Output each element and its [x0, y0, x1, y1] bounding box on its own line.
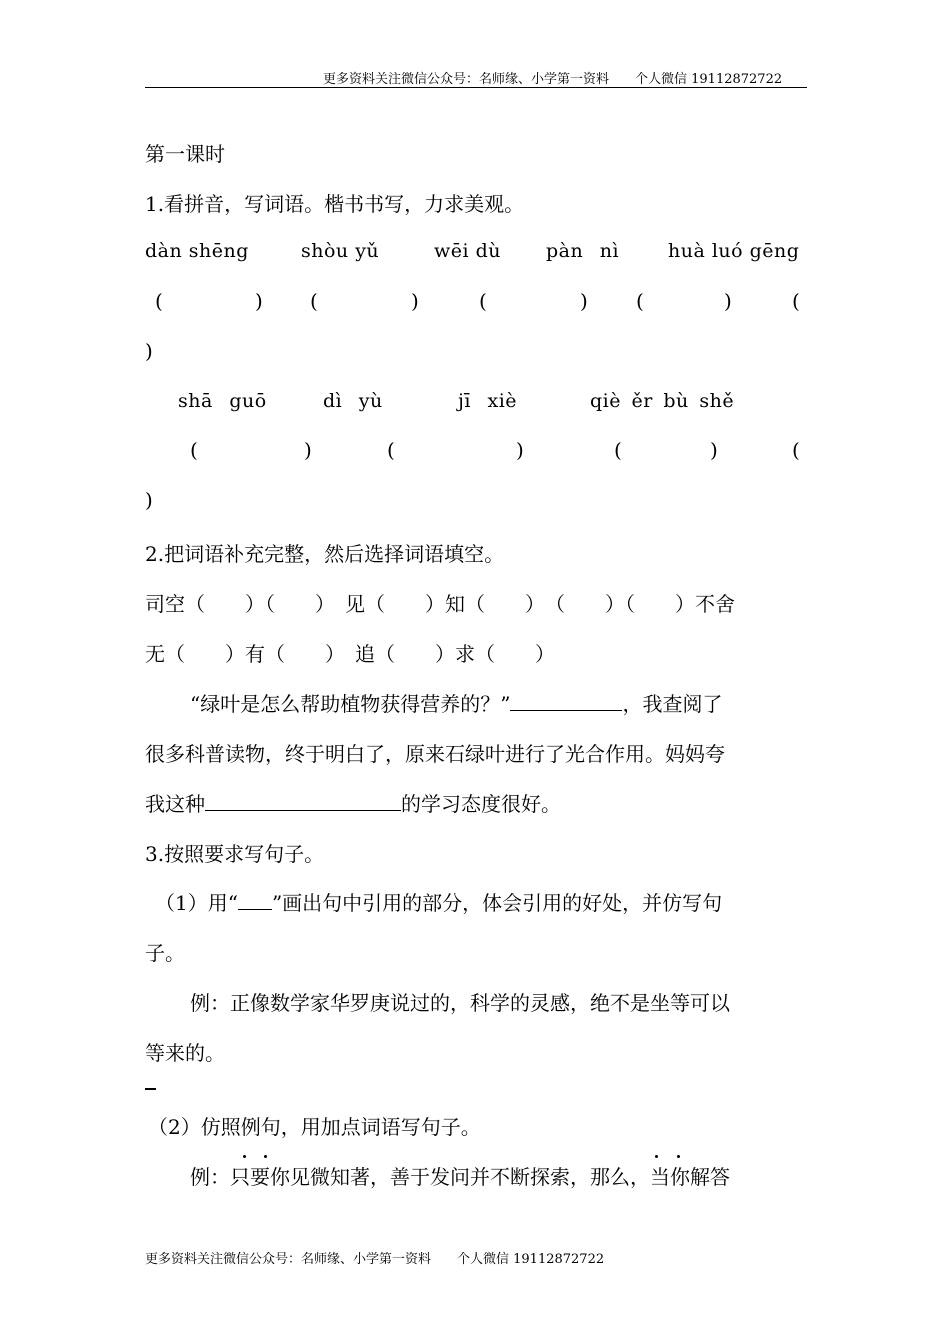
answer-paren-close: ): [255, 289, 263, 313]
answer-paren-open: (: [387, 438, 395, 462]
pinyin-di-yu: dì yù: [323, 390, 383, 412]
answer-paren-open: (: [636, 289, 644, 313]
q3-sub1-post: ”画出句中引用的部分，体会引用的好处，并仿写句: [271, 891, 723, 915]
emphasis-dot: [243, 1155, 246, 1158]
q3-example-1-cont: 等来的。: [145, 1041, 225, 1065]
answer-paren-close: ): [304, 438, 312, 462]
pinyin-hua-luo-geng: huà luó gēng: [668, 240, 800, 262]
pinyin-qie-er-bu-she: qiè ěr bù shě: [590, 390, 735, 412]
emphasis-dot: [677, 1155, 680, 1158]
q2-paragraph-line-3: [145, 788, 561, 817]
pinyin-wei-du: wēi dù: [434, 240, 502, 262]
header-rule: [145, 87, 807, 88]
q3-example-2: 例：只要你见微知著，善于发问并不断探索，那么，当你解答: [190, 1165, 730, 1189]
answer-paren-open: (: [155, 289, 163, 313]
answer-paren-open: (: [479, 289, 487, 313]
answer-paren-close: ): [710, 438, 718, 462]
fill-blank-1[interactable]: [510, 692, 622, 711]
fill-blank-2[interactable]: [205, 792, 401, 811]
answer-paren-close: ): [516, 438, 524, 462]
answer-paren-open: (: [792, 438, 800, 462]
pinyin-ji-xie: jī xiè: [458, 390, 518, 412]
pinyin-sha-guo: shā guō: [178, 390, 267, 412]
q2-idiom-line-2: 无（ ）有（ ） 追（ ）求（ ）: [145, 642, 555, 666]
q3-example-1: 例：正像数学家华罗庚说过的，科学的灵感，绝不是坐等可以: [190, 991, 730, 1015]
answer-paren-open: (: [310, 289, 318, 313]
q3-sub1-pre: （1）用“: [155, 891, 238, 915]
pinyin-dan-sheng: dàn shēng: [145, 240, 249, 262]
answer-paren-open: (: [792, 289, 800, 313]
answer-line-stub[interactable]: [145, 1088, 156, 1090]
pinyin-shou-yu: shòu yǔ: [301, 240, 380, 262]
answer-paren-open: (: [190, 438, 198, 462]
q2-paragraph-line-2: 很多科普读物，终于明白了，原来石绿叶进行了光合作用。妈妈夸: [145, 742, 725, 766]
answer-paren-open: (: [614, 438, 622, 462]
page-header: 更多资料关注微信公众号：名师缘、小学第一资料 个人微信 19112872722: [323, 72, 783, 87]
q3-title: 3.按照要求写句子。: [145, 842, 325, 866]
q2-para-a: “绿叶是怎么帮助植物获得营养的？”: [190, 692, 511, 716]
q3-sub2: （2）仿照例句，用加点词语写句子。: [148, 1115, 481, 1139]
pinyin-pan-ni: pàn nì: [546, 240, 620, 262]
q2-para-d-post: 的学习态度很好。: [401, 792, 561, 816]
emphasis-dot: [264, 1155, 267, 1158]
lesson-title: 第一课时: [145, 142, 225, 166]
page-footer: 更多资料关注微信公众号：名师缘、小学第一资料 个人微信 19112872722: [145, 1252, 605, 1267]
q2-title: 2.把词语补充完整，然后选择词语填空。: [145, 542, 505, 566]
answer-paren-close: ): [145, 339, 153, 363]
q2-para-b: ，我查阅了: [622, 692, 723, 716]
q2-para-d-pre: 我这种: [145, 792, 205, 816]
q3-sub1: [155, 887, 722, 916]
answer-paren-close: ): [145, 488, 153, 512]
emphasis-dot: [655, 1155, 658, 1158]
answer-paren-close: ): [724, 289, 732, 313]
q2-paragraph-line-1: [190, 688, 722, 717]
q2-idiom-line-1: 司空（ ）（ ） 见（ ）知（ ） （ ）（ ）不舍: [145, 592, 735, 616]
underline-symbol: [238, 891, 272, 910]
q3-sub1-cont: 子。: [145, 941, 185, 965]
q1-title: 1.看拼音，写词语。楷书书写，力求美观。: [145, 192, 525, 216]
answer-paren-close: ): [580, 289, 588, 313]
answer-paren-close: ): [411, 289, 419, 313]
